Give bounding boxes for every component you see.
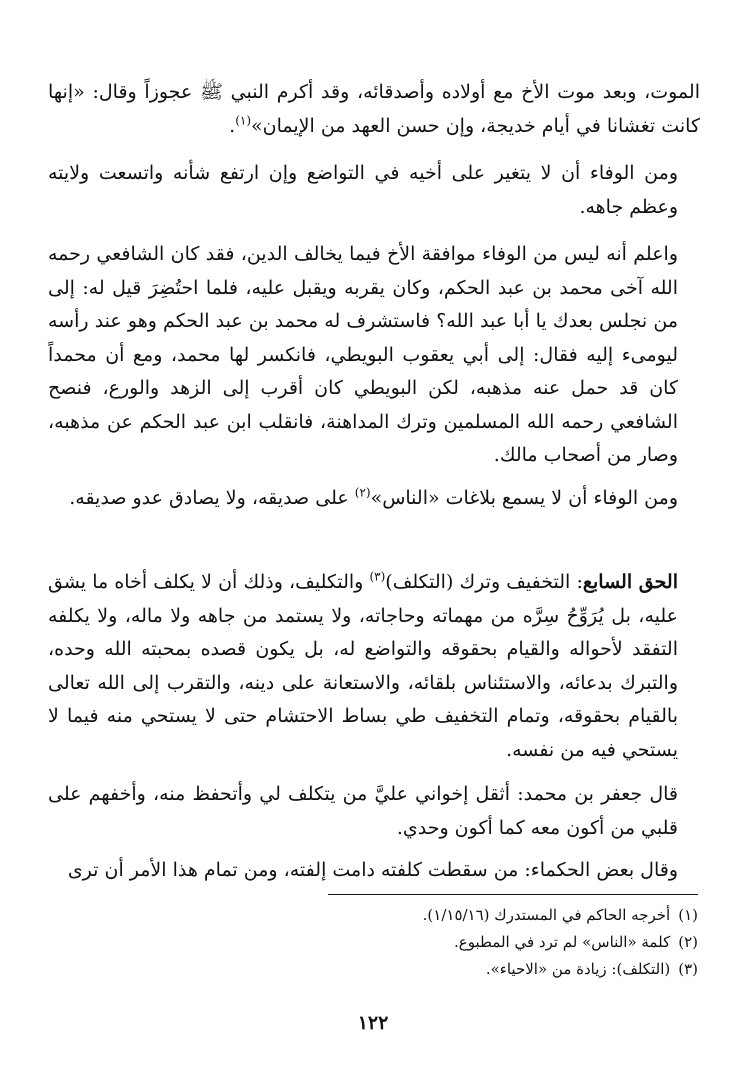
- paragraph-6: [48, 778, 700, 845]
- paragraph-6-text: قال جعفر بن محمد: أثقل إخواني عليَّ من يتكلف لي وأتحفظ منه، وأخفهم على قلبي من أكون معه كما أكون وحدي.: [48, 783, 678, 839]
- page-number: ١٢٢: [357, 1012, 389, 1034]
- footnote-number: (١): [678, 906, 698, 924]
- footnote-1: [48, 902, 698, 929]
- paragraph-4-text-a: ومن الوفاء أن لا يسمع بلاغات «الناس»: [370, 487, 678, 509]
- paragraph-4: [48, 482, 700, 516]
- footnote-ref-1: (١): [235, 113, 252, 128]
- footnote-number: (٢): [678, 933, 698, 951]
- paragraph-1-end: .: [229, 114, 236, 137]
- paragraph-2-text: ومن الوفاء أن لا يتغير على أخيه في التواضع وإن ارتفع شأنه واتسعت ولايته وعظم جاهه.: [48, 162, 678, 218]
- paragraph-5: [48, 566, 700, 767]
- footnote-3: [48, 956, 698, 983]
- paragraph-5-text-b: والتكليف، وذلك أن لا يكلف أخاه ما يشق عليه، بل يُرَوِّحُ سِرَّه من مهماته وحاجاته، ولا يستمد من جاهه ولا ماله، ولا يكلفه التفقد لأحواله والقيام بحقوقه والتواضع له، بل يكون قصده بمحبته الله وحده، والتبرك بدعائه، والاستئناس بلقائه، والاستعانة على دينه، والتقرب إلى الله تعالى بالقيام بحقوقه، وتمام التخفيف طي بساط الاحتشام حتى لا يستحي منه فيما لا يستحي فيه من نفسه.: [48, 571, 678, 761]
- section-heading: الحق السابع: [582, 571, 678, 593]
- paragraph-4-text-b: على صديقه، ولا يصادق عدو صديقه.: [69, 487, 349, 509]
- footnotes: [48, 902, 698, 983]
- footnote-ref-2: (٢): [354, 485, 371, 500]
- paragraph-1-text: الموت، وبعد موت الأخ مع أولاده وأصدقائه، وقد أكرم النبي ﷺ عجوزاً وقال: «إنها كانت تغشانا في أيام خديجة، وإن حسن العهد من الإيمان»: [48, 81, 700, 137]
- footnote-text: (التكلف): زيادة من «الاحياء».: [485, 960, 671, 978]
- paragraph-5-text-a: : التخفيف وترك (التكلف): [385, 571, 583, 593]
- paragraph-2: [48, 157, 700, 224]
- footnote-ref-3: (٣): [369, 569, 386, 584]
- footnote-number: (٣): [678, 960, 698, 978]
- paragraph-3: [48, 238, 700, 473]
- paragraph-1: [48, 76, 700, 143]
- footnote-text: كلمة «الناس» لم ترد في المطبوع.: [453, 933, 671, 951]
- paragraph-7-text: وقال بعض الحكماء: من سقطت كلفته دامت إلفته، ومن تمام هذا الأمر أن ترى: [67, 859, 678, 881]
- paragraph-3-text: واعلم أنه ليس من الوفاء موافقة الأخ فيما يخالف الدين، فقد كان الشافعي رحمه الله آخى محمد بن عبد الحكم، وكان يقربه ويقبل عليه، فلما احتُضِرَ قيل له: إلى من نجلس بعدك يا أبا عبد الله؟ فاستشرف له محمد بن عبد الحكم وهو عند رأسه ليومىء إليه فقال: إلى أبي يعقوب البويطي، فانكسر لها محمد، ومع أن محمداً كان قد حمل عنه مذهبه، لكن البويطي كان أقرب إلى الزهد والورع، فنصح الشافعي رحمه الله المسلمين وترك المداهنة، فانقلب ابن عبد الحكم عن مذهبه، وصار من أصحاب مالك.: [48, 243, 678, 466]
- footnote-divider: [328, 894, 698, 895]
- paragraph-7: [48, 854, 700, 888]
- footnote-2: [48, 929, 698, 956]
- footnote-text: أخرجه الحاكم في المستدرك (١/١٥/١٦).: [422, 906, 671, 924]
